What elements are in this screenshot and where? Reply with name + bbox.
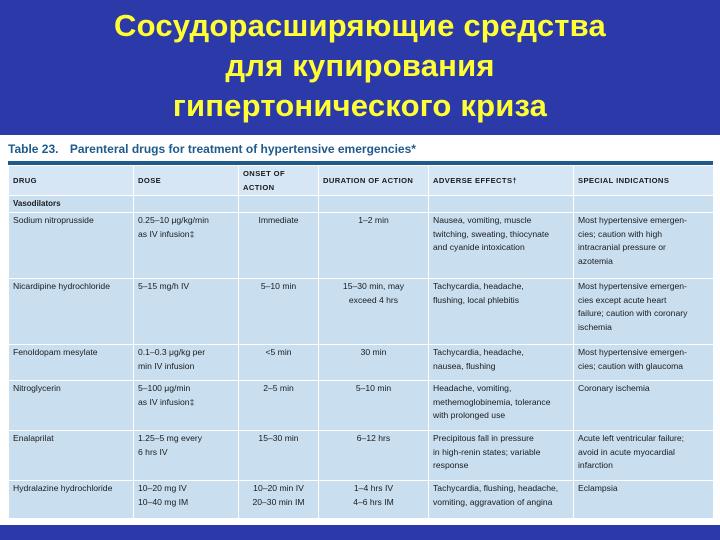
table-header-row [9, 166, 714, 196]
cell-drug: Nicardipine hydrochloride [9, 279, 134, 345]
cell-duration: 1–4 hrs IV 4–6 hrs IM [319, 481, 429, 519]
table-panel [0, 135, 720, 525]
header-indications: SPECIAL INDICATIONS [574, 166, 714, 196]
section-empty-cell [429, 196, 574, 213]
bottom-band [0, 525, 720, 540]
header-onset: ONSET OF ACTION [239, 166, 319, 196]
table-row [9, 345, 714, 381]
header-drug: DRUG [9, 166, 134, 196]
cell-adverse: Tachycardia, flushing, headache, vomiting, aggravation of angina [429, 481, 574, 519]
cell-indications: Most hypertensive emergen- cies; caution with high intracranial pressure or azotemia [574, 213, 714, 279]
cell-onset: 5–10 min [239, 279, 319, 345]
cell-indications: Most hypertensive emergen- cies; caution with glaucoma [574, 345, 714, 381]
cell-onset: 10–20 min IV 20–30 min IM [239, 481, 319, 519]
drug-table [8, 165, 714, 519]
cell-indications: Most hypertensive emergen- cies except acute heart failure; caution with coronary ischemia [574, 279, 714, 345]
cell-dose: 5–15 mg/h IV [134, 279, 239, 345]
cell-dose: 0.25–10 μg/kg/min as IV infusion‡ [134, 213, 239, 279]
cell-indications: Coronary ischemia [574, 381, 714, 431]
header-dose: DOSE [134, 166, 239, 196]
cell-duration: 15–30 min, may exceed 4 hrs [319, 279, 429, 345]
table-row [9, 213, 714, 279]
cell-drug: Enalaprilat [9, 431, 134, 481]
cell-duration: 1–2 min [319, 213, 429, 279]
cell-adverse: Headache, vomiting, methemoglobinemia, tolerance with prolonged use [429, 381, 574, 431]
table-number: Table 23. [8, 142, 59, 156]
slide-title-line-3: гипертонического криза [172, 88, 548, 123]
table-caption-text: Parenteral drugs for treatment of hypertensive emergencies* [69, 142, 416, 156]
cell-adverse: Tachycardia, headache, flushing, local phlebitis [429, 279, 574, 345]
cell-duration: 6–12 hrs [319, 431, 429, 481]
cell-dose: 1.25–5 mg every 6 hrs IV [134, 431, 239, 481]
cell-dose: 10–20 mg IV 10–40 mg IM [134, 481, 239, 519]
section-row [9, 196, 714, 213]
cell-onset: 15–30 min [239, 431, 319, 481]
section-empty-cell [239, 196, 319, 213]
cell-drug: Sodium nitroprusside [9, 213, 134, 279]
cell-indications: Eclampsia [574, 481, 714, 519]
cell-drug: Fenoldopam mesylate [9, 345, 134, 381]
section-empty-cell [319, 196, 429, 213]
cell-onset: 2–5 min [239, 381, 319, 431]
cell-duration: 5–10 min [319, 381, 429, 431]
cell-adverse: Nausea, vomiting, muscle twitching, sweating, thiocynate and cyanide intoxication [429, 213, 574, 279]
section-empty-cell [134, 196, 239, 213]
cell-onset: <5 min [239, 345, 319, 381]
cell-dose: 0.1–0.3 μg/kg per min IV infusion [134, 345, 239, 381]
slide-title-line-2: для купирования [225, 48, 495, 83]
header-adverse: ADVERSE EFFECTS† [429, 166, 574, 196]
table-row [9, 279, 714, 345]
cell-adverse: Tachycardia, headache, nausea, flushing [429, 345, 574, 381]
header-duration: DURATION OF ACTION [319, 166, 429, 196]
section-empty-cell [574, 196, 714, 213]
table-row [9, 381, 714, 431]
slide-title-line-1: Сосудорасширяющие средства [114, 8, 606, 43]
cell-duration: 30 min [319, 345, 429, 381]
cell-onset: Immediate [239, 213, 319, 279]
table-row [9, 481, 714, 519]
cell-adverse: Precipitous fall in pressure in high-renin states; variable response [429, 431, 574, 481]
cell-dose: 5–100 μg/min as IV infusion‡ [134, 381, 239, 431]
slide-title [0, 6, 720, 126]
cell-indications: Acute left ventricular failure; avoid in acute myocardial infarction [574, 431, 714, 481]
section-label: Vasodilators [9, 196, 134, 213]
table-caption [8, 142, 416, 158]
cell-drug: Hydralazine hydrochloride [9, 481, 134, 519]
table-row [9, 431, 714, 481]
cell-drug: Nitroglycerin [9, 381, 134, 431]
